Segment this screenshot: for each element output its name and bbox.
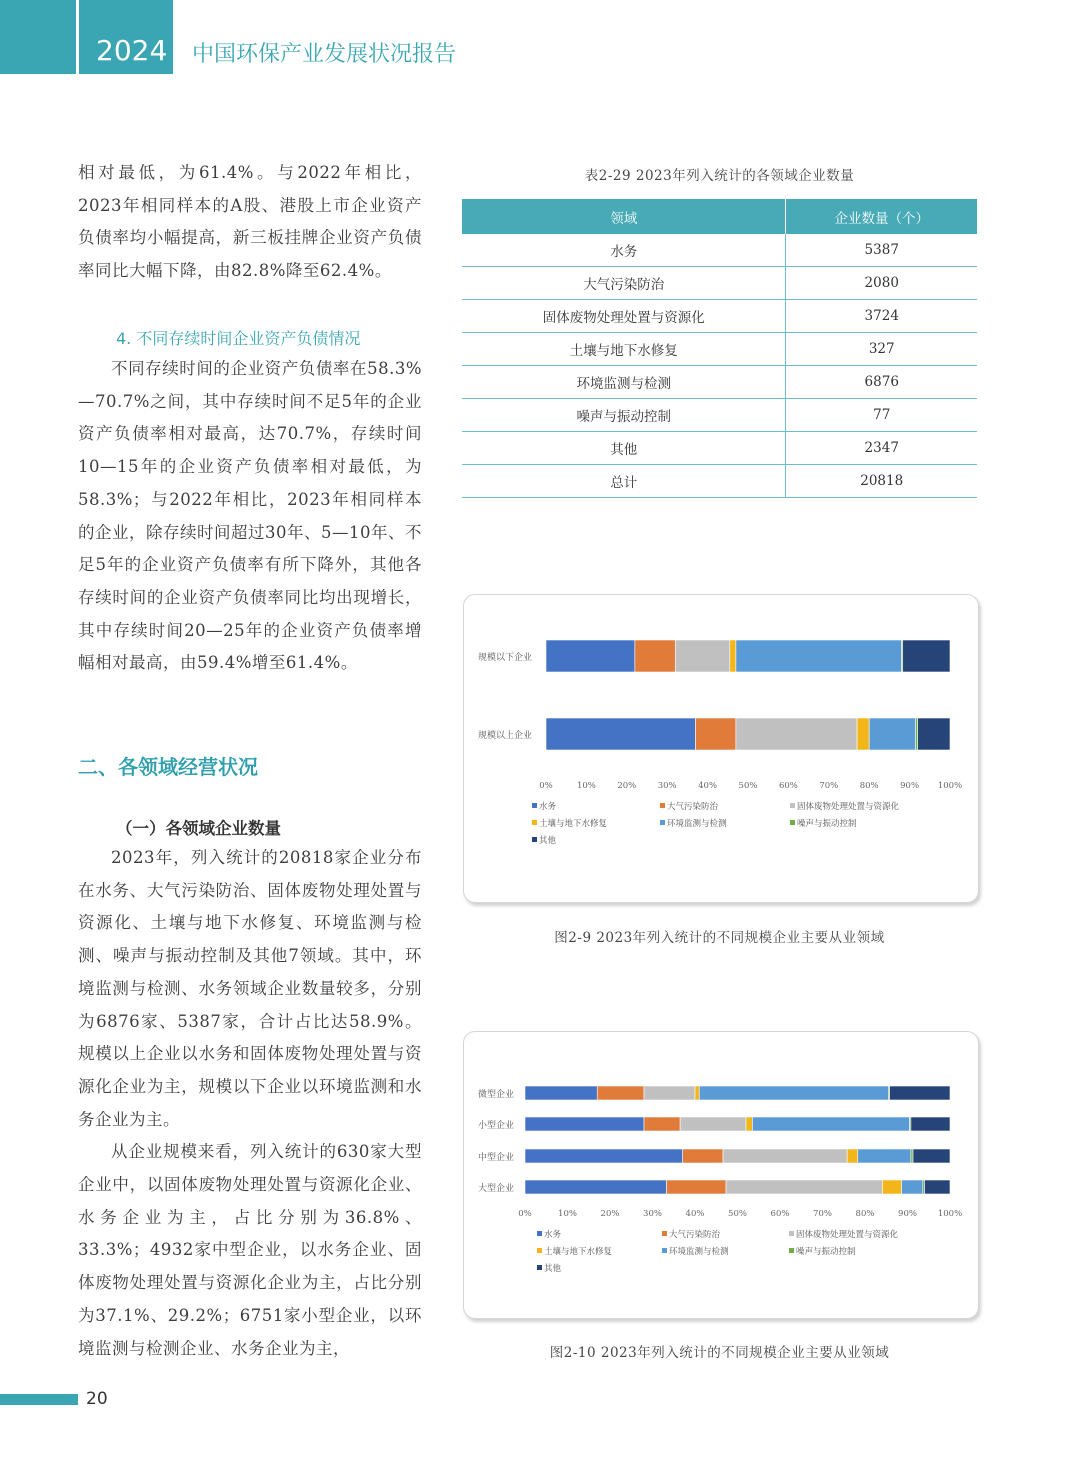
table-cell: 固体废物处理处置与资源化 [462,300,786,333]
legend-label: 固体废物处理处置与资源化 [796,1230,899,1240]
legend-label: 其他 [539,836,557,846]
paragraph-3: 2023年，列入统计的20818家企业分布在水务、大气污染防治、固体废物处理处置与资源化、土壤与地下水修复、环境监测与检测、噪声与振动控制及其他7领域。其中，环境监测与检测、水务领域企业数量较多，分别为6876家、5387家，合计占比达58.9%。规模以上企业以水务和固体废物处理处置与资源化企业为主，规模以下企业以环境监测和水务企业为主。 [78,848,422,1129]
bar-segment [925,1180,951,1194]
legend-swatch [537,1265,542,1270]
header-title: 中国环保产业发展状况报告 [192,42,457,67]
table-header-domain: 领域 [462,199,786,234]
bar-segment [903,640,950,672]
x-tick-label: 30% [657,781,677,791]
domain-table [462,199,977,498]
bar-segment [847,1149,858,1163]
section-heading: 二、各领域经营状况 [78,755,258,779]
legend-label: 环境监测与检测 [667,819,727,829]
chart-1 [464,595,978,902]
legend-label: 环境监测与检测 [669,1247,729,1257]
header-year: 2024 [96,34,168,67]
bar-segment [546,640,635,672]
y-tick-label: 大型企业 [478,1184,515,1194]
y-tick-label: 规模以下企业 [478,653,533,663]
legend-swatch [662,1248,667,1253]
bar-segment [695,718,735,750]
legend-swatch [660,803,665,808]
bar-segment [858,1149,911,1163]
bar-segment [911,1117,950,1131]
bar-segment [683,1149,723,1163]
table-row [462,300,977,333]
bar-segment [730,640,736,672]
table-cell: 327 [786,333,977,366]
header-divider [76,0,79,74]
page-number: 20 [86,1389,108,1409]
bar-segment [699,1086,888,1100]
table-cell: 大气污染防治 [462,267,786,300]
table-cell: 5387 [786,234,977,267]
x-tick-label: 20% [617,781,637,791]
table-cell: 6876 [786,366,977,399]
x-tick-label: 70% [813,1209,832,1219]
x-tick-label: 50% [728,1209,747,1219]
bar-segment [525,1117,644,1131]
table-row [462,465,977,498]
paragraph-4: 从企业规模来看，列入统计的630家大型企业中，以固体废物处理处置与资源化企业、水务企业为主，占比分别为36.8%、33.3%；4932家中型企业，以水务企业、固体废物处理处置与资源化企业为主，占比分别为37.1%、29.2%；6751家小型企业，以环境监测与检测企业、水务企业为主， [78,1142,422,1358]
bar-segment [525,1180,667,1194]
table-cell: 土壤与地下水修复 [462,333,786,366]
bar-segment [644,1086,695,1100]
bar-segment [675,640,730,672]
x-tick-label: 90% [898,1209,917,1219]
table-row [462,234,977,267]
legend-swatch [532,803,537,808]
table-cell: 环境监测与检测 [462,366,786,399]
x-tick-label: 0% [518,1209,532,1219]
chart-1-caption: 图2-9 2023年列入统计的不同规模企业主要从业领域 [554,930,885,946]
x-tick-label: 100% [937,781,963,791]
legend-label: 噪声与振动控制 [797,819,857,829]
x-tick-label: 50% [738,781,758,791]
legend-swatch [662,1231,667,1236]
table-cell: 3724 [786,300,977,333]
x-tick-label: 0% [539,781,553,791]
table-cell: 水务 [462,234,786,267]
chart-2-frame [463,1031,979,1319]
legend-label: 土壤与地下水修复 [544,1247,613,1257]
x-tick-label: 10% [558,1209,577,1219]
legend-swatch [537,1231,542,1236]
legend-label: 土壤与地下水修复 [539,819,608,829]
heading-4: 4. 不同存续时间企业资产负债情况 [116,329,361,348]
y-tick-label: 中型企业 [478,1153,515,1163]
footer-bar [0,1394,78,1405]
bar-segment [680,1117,746,1131]
x-tick-label: 40% [685,1209,705,1219]
legend-label: 水务 [544,1230,562,1240]
x-tick-label: 80% [859,781,879,791]
bar-segment [597,1086,644,1100]
subsection-heading: （一）各领域企业数量 [116,819,281,838]
x-tick-label: 100% [937,1209,963,1219]
bar-segment [644,1117,680,1131]
x-tick-label: 10% [576,781,596,791]
bar-segment [736,718,857,750]
y-tick-label: 微型企业 [478,1090,515,1100]
x-tick-label: 40% [698,781,718,791]
legend-swatch [532,837,537,842]
bar-segment [546,718,695,750]
x-tick-label: 60% [770,1209,790,1219]
bar-segment [525,1086,597,1100]
x-tick-label: 20% [600,1209,620,1219]
table-cell: 2080 [786,267,977,300]
table-cell: 其他 [462,432,786,465]
left-column [78,157,422,288]
bar-segment [695,1086,699,1100]
bar-segment [918,718,950,750]
bar-segment [746,1117,752,1131]
legend-label: 大气污染防治 [667,802,719,812]
bar-segment [667,1180,727,1194]
table-row [462,432,977,465]
bar-segment [752,1117,909,1131]
legend-swatch [537,1248,542,1253]
left-column-3 [78,842,422,1365]
legend-swatch [790,820,795,825]
legend-label: 大气污染防治 [669,1230,721,1240]
x-tick-label: 70% [819,781,839,791]
legend-label: 水务 [539,802,557,812]
legend-swatch [789,1248,794,1253]
legend-label: 其他 [544,1264,562,1274]
chart-2-caption: 图2-10 2023年列入统计的不同规模企业主要从业领域 [549,1345,890,1361]
x-tick-label: 90% [900,781,920,791]
paragraph-2: 不同存续时间的企业资产负债率在58.3%—70.7%之间，其中存续时间不足5年的企业资产负债率相对最高，达70.7%，存续时间10—15年的企业资产负债率相对最低，为58.3%；与2022年相比，2023年相同样本的企业，除存续时间超过30年、5—10年、不足5年的企业资产负债率有所下降外，其他各存续时间的企业资产负债率同比均出现增长，其中存续时间20—25年的企业资产负债率增幅相对最高，由59.4%增至61.4%。 [78,359,422,673]
table-cell: 20818 [786,465,977,498]
table-cell: 总计 [462,465,786,498]
bar-segment [869,718,915,750]
legend-swatch [660,820,665,825]
bar-segment [913,1149,950,1163]
left-column-2 [78,353,422,680]
x-tick-label: 80% [855,1209,875,1219]
chart-1-frame [463,594,979,903]
legend-label: 固体废物处理处置与资源化 [797,802,900,812]
chart-2 [464,1032,978,1318]
table-row [462,399,977,432]
x-tick-label: 60% [778,781,798,791]
bar-segment [525,1149,683,1163]
bar-segment [882,1180,901,1194]
table-cell: 噪声与振动控制 [462,399,786,432]
bar-segment [726,1180,882,1194]
legend-swatch [790,803,795,808]
table-cell: 2347 [786,432,977,465]
y-tick-label: 规模以上企业 [478,731,533,741]
paragraph-1: 相对最低，为61.4%。与2022年相比，2023年相同样本的A股、港股上市企业资产负债率均小幅提高，新三板挂牌企业资产负债率同比大幅下降，由82.8%降至62.4%。 [78,163,422,281]
table-row [462,333,977,366]
bar-segment [736,640,902,672]
bar-segment [635,640,675,672]
table-cell: 77 [786,399,977,432]
x-tick-label: 30% [643,1209,662,1219]
bar-segment [723,1149,847,1163]
table-row [462,366,977,399]
table-caption: 表2-29 2023年列入统计的各领域企业数量 [584,168,855,184]
legend-label: 噪声与振动控制 [796,1247,856,1257]
bar-segment [857,718,869,750]
bar-segment [902,1180,923,1194]
table-row [462,267,977,300]
y-tick-label: 小型企业 [478,1121,515,1131]
bar-segment [890,1086,950,1100]
bar-segment [911,1149,913,1163]
legend-swatch [789,1231,794,1236]
bar-segment [916,718,918,750]
legend-swatch [532,820,537,825]
table-header-count: 企业数量（个） [786,199,977,234]
